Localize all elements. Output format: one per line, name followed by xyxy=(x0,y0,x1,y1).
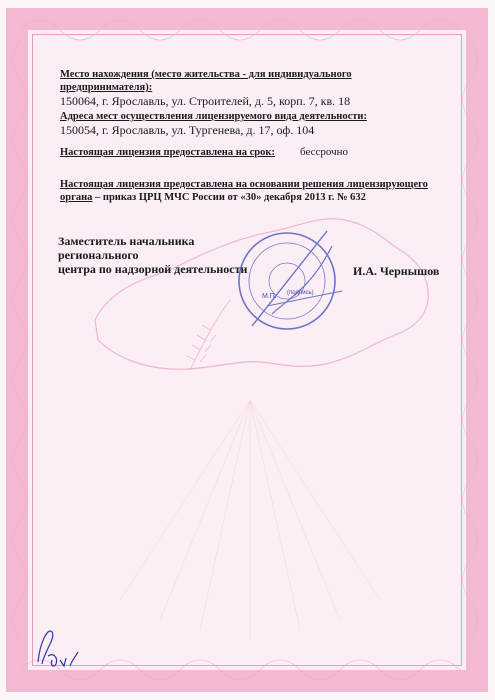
signatory-title-line2: центра по надзорной деятельности xyxy=(58,262,248,276)
address-value: 150064, г. Ярославль, ул. Строителей, д. 5, корп. 7, кв. 18 xyxy=(60,94,351,108)
term-label: Настоящая лицензия предоставлена на срок: xyxy=(60,147,275,158)
term-section xyxy=(60,146,440,159)
stamp-caption: (подпись) xyxy=(287,290,314,296)
activity-address-value: 150054, г. Ярославль, ул. Тургенева, д. 17, оф. 104 xyxy=(60,123,315,137)
term-value: бессрочно xyxy=(300,146,349,158)
stamp-letters: М.П. xyxy=(262,293,277,300)
signatory-title-line1: Заместитель начальника регионального xyxy=(58,234,195,262)
basis-label: Настоящая лицензия предоставлена на основании решения лицензирующего xyxy=(60,179,428,190)
official-stamp xyxy=(232,226,352,346)
activity-address-label: Адреса мест осуществления лицензируемого вида деятельности: xyxy=(60,111,367,122)
signatory-title xyxy=(58,234,258,276)
signatory-name: И.А. Чернышов xyxy=(353,264,440,278)
basis-value: – приказ ЦРЦ МЧС России от «30» декабря 2013 г. № 632 xyxy=(92,192,366,203)
basis-organ: органа xyxy=(60,192,93,203)
basis-section xyxy=(60,178,440,204)
activity-address-section xyxy=(60,110,440,137)
handwritten-mark xyxy=(30,622,90,672)
location-section xyxy=(60,68,440,108)
address-label: Место нахождения (место жительства - для индивидуального предпринимателя): xyxy=(60,69,352,93)
